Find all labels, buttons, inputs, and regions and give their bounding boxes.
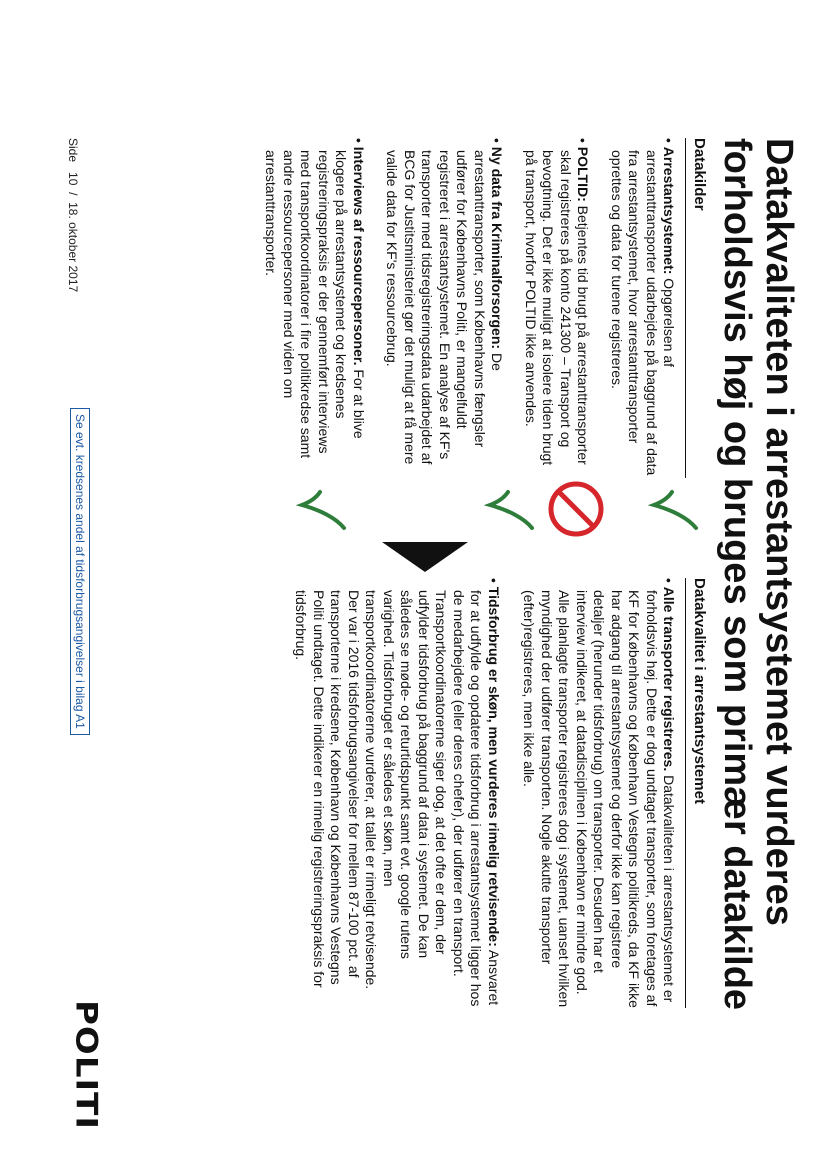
- footer-date: 18. oktober 2017: [66, 202, 80, 293]
- bullet-tidsforbrug: • Tidsforbrug er skøn, men vurderes rimelig retvisende: Ansvaret for at udfylde og opdatere tidsforbrug i arrestantsystemet ligger hos de medarbejdere (eller deres chefer), der udfører en transport. Transportkoordinatorerne siger dog, at det ofte er dem, der udfylder tidsforbrug på baggrund af data i systemet. De kan således se møde- og returtidspunkt samt evt. google rutens varighed. Tidsforbruget er således et skøn, men transportkoordinatorerne vurderer, at tallet er rimeligt retvisende. Der var i 2016 tidsforbrugsangivelser for mellem 87-100 pct. af transporterne i kredsene, København og Københavns Vestegns Politi undtaget. Dette indikerer en rimelig registreringspraksis for tidsforbrug.: [292, 578, 502, 1008]
- checkmark-icon: [484, 488, 536, 532]
- prohibited-icon: [547, 480, 605, 538]
- politi-logo: POLITI: [69, 1000, 103, 1130]
- bullet-arrestantsystemet: • Arrestantsystemet: Opgørelsen af arrestanttransporter udarbejdes på baggrund af data fra arrestantsystemet, hvor arrestanttransporter oprettes og data for turene registreres.: [608, 138, 678, 478]
- bilag-note: Se evt. kredsenes andel af tidsforbrugsangivelser i bilag A1: [70, 408, 90, 735]
- bullet-interviews: • Interviews af ressourcepersoner. For at blive klogere på arrestantsystemet og kredsenes registreringspraksis er der gennemført interviews med transportkoordinatorer i fire politikredse samt andre ressourcepersoner med viden om arrestanttransporter.: [262, 138, 367, 478]
- footer-separator: /: [66, 192, 80, 196]
- page-title: [716, 138, 800, 1098]
- page-label: Side: [66, 138, 80, 163]
- datakvalitet-heading: Datakvalitet i arrestantsystemet: [686, 578, 709, 1008]
- page-number: 10: [66, 172, 80, 186]
- title-line-1: Datakvaliteten i arrestantsystemet vurderes: [758, 138, 800, 926]
- bullet-alle-transporter: • Alle transporter registreres. Datakvaliteten i arrestantsystemet er forholdsvis høj. Dette er dog undtaget transporter, som foretages af KF for Københavns og København Vestegns politikreds, da KF ikke har adgang til arrestantsystemet og derfor ikke kan registrere detaljer (herunder tidsforbrug) om transporter. Desuden har et interview indikeret, at datadisciplinen i København er mindre god. Alle planlagte transporter registreres dog i systemet, uanset hvilken myndighed der udfører transporten. Nogle akutte transporter (efter)registreres, men ikke alle.: [520, 578, 678, 1008]
- datakvalitet-column: [278, 578, 708, 1008]
- page-footer: [66, 138, 80, 292]
- checkmark-icon: [648, 488, 700, 532]
- bullet-kriminalforsorgen: • Ny data fra Kriminalforsorgen: De arrestanttransporter, som Københavns fængsler udfører for Københavns Politi, er mangelfuldt registreret i arrestantsystemet. En analyse af KF's transporter med tidsregistreringsdata udarbejdet af BCG for Justitsministeriet gør det muligt at få mere valide data for KF's ressourcebrug.: [383, 138, 506, 478]
- bullet-poltid: • POLTID: Betjentes tid brugt på arrestanttransporter skal registreres på konto 241300 – Transport og bevogtning. Det er ikke muligt at isolere tiden brugt på transport, hvorfor POLTID ikke anvendes.: [522, 138, 592, 478]
- arrow-right-icon: [382, 542, 468, 572]
- title-line-2: forholdsvis høj og bruges som primær datakilde: [716, 138, 758, 1011]
- datakilder-heading: Datakilder: [686, 138, 709, 478]
- datakilder-column: [248, 138, 708, 478]
- checkmark-icon: [296, 488, 348, 532]
